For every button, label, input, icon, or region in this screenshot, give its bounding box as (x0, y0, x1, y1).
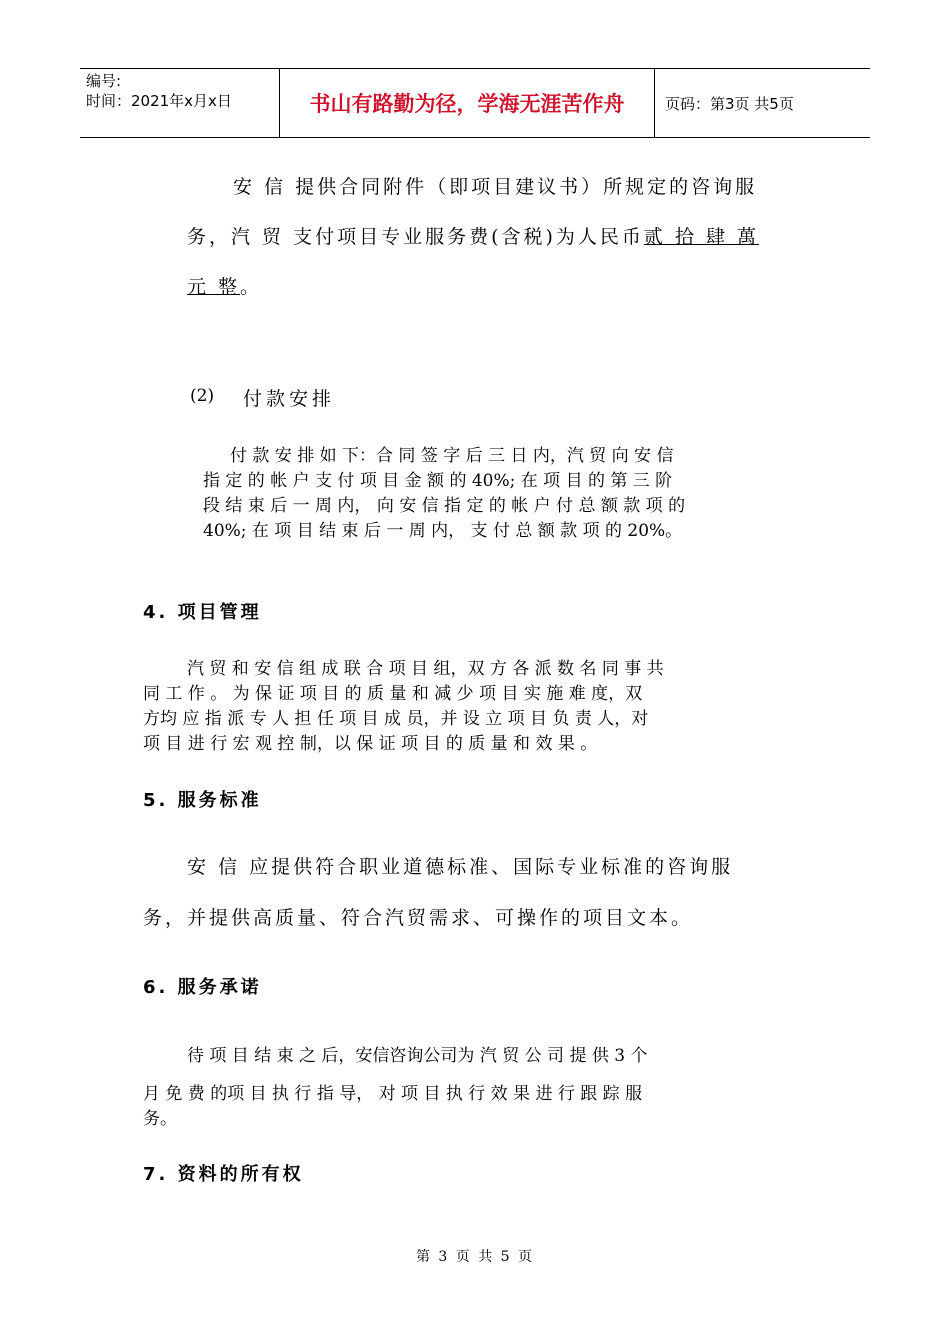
section-5-line-1: 安 信 应提供符合职业道德标准、国际专业标准的咨询服 (187, 856, 734, 878)
fee-period: 。 (240, 276, 263, 298)
payment-line-3: 段 结 束 后 一 周 内， 向 安 信 指 定 的 帐 户 付 总 额 款 项 的 (203, 496, 686, 516)
header-page-info: 页码：第3页 共5页 (665, 94, 794, 113)
fee-amount-underlined: 贰 拾 肆 萬 (643, 226, 760, 248)
page-footer: 第 3 页 共 5 页 (415, 1249, 535, 1265)
number-label: 编号: (86, 72, 122, 90)
page-header (80, 68, 870, 138)
section-6-line-1: 待 项 目 结 束 之 后，安信咨询公司为 汽 贸 公 司 提 供 3 个 (187, 1046, 648, 1066)
section-6-line-3: 务。 (143, 1109, 177, 1129)
section-6-line-2: 月 免 费 的项 目 执 行 指 导， 对 项 目 执 行 效 果 进 行 跟 踪 服 (143, 1084, 643, 1104)
fee-amount-end: 元 整 (187, 276, 241, 298)
section-4-heading: 4. 项目管理 (143, 602, 262, 623)
payment-line-4: 40%; 在 项 目 结 束 后 一 周 内， 支 付 总 额 款 项 的 20%。 (203, 521, 683, 541)
header-motto: 书山有路勤为径，学海无涯苦作舟 (280, 69, 655, 137)
payment-line-2: 指 定 的 帐 户 支 付 项 目 金 额 的 40%; 在 项 目 的 第 三 阶 (203, 471, 673, 491)
fee-line-1: 安 信 提供合同附件（即项目建议书）所规定的咨询服 (233, 176, 758, 198)
section-4-line-4: 项 目 进 行 宏 观 控 制，以 保 证 项 目 的 质 量 和 效 果 。 (143, 734, 598, 754)
section-4-line-3: 方均 应 指 派 专 人 担 任 项 目 成 员，并 设 立 项 目 负 责 人，对 (143, 709, 649, 729)
payment-number: (2) (190, 386, 215, 406)
header-meta (80, 69, 280, 137)
section-6-heading: 6. 服务承诺 (143, 977, 262, 998)
fee-line-2-text: 务，汽 贸 支付项目专业服务费(含税)为人民币 (187, 226, 644, 248)
payment-title: 付款安排 (243, 388, 336, 410)
section-4-line-2: 同 工 作 。 为 保 证 项 目 的 质 量 和 减 少 项 目 实 施 难 度，双 (143, 684, 643, 704)
section-4-line-1: 汽 贸 和 安 信 组 成 联 合 项 目 组，双 方 各 派 数 名 同 事 共 (187, 659, 664, 679)
time-label: 时间：2021年x月x日 (86, 92, 232, 110)
section-5-line-2: 务，并提供高质量、符合汽贸需求、可操作的项目文本。 (143, 907, 694, 929)
payment-line-1: 付 款 安 排 如 下：合 同 签 字 后 三 日 内，汽 贸 向 安 信 (230, 446, 674, 466)
section-7-heading: 7. 资料的所有权 (143, 1164, 304, 1185)
fee-line-3 (187, 272, 262, 299)
fee-line-2 (187, 222, 759, 249)
section-5-heading: 5. 服务标准 (143, 790, 262, 811)
